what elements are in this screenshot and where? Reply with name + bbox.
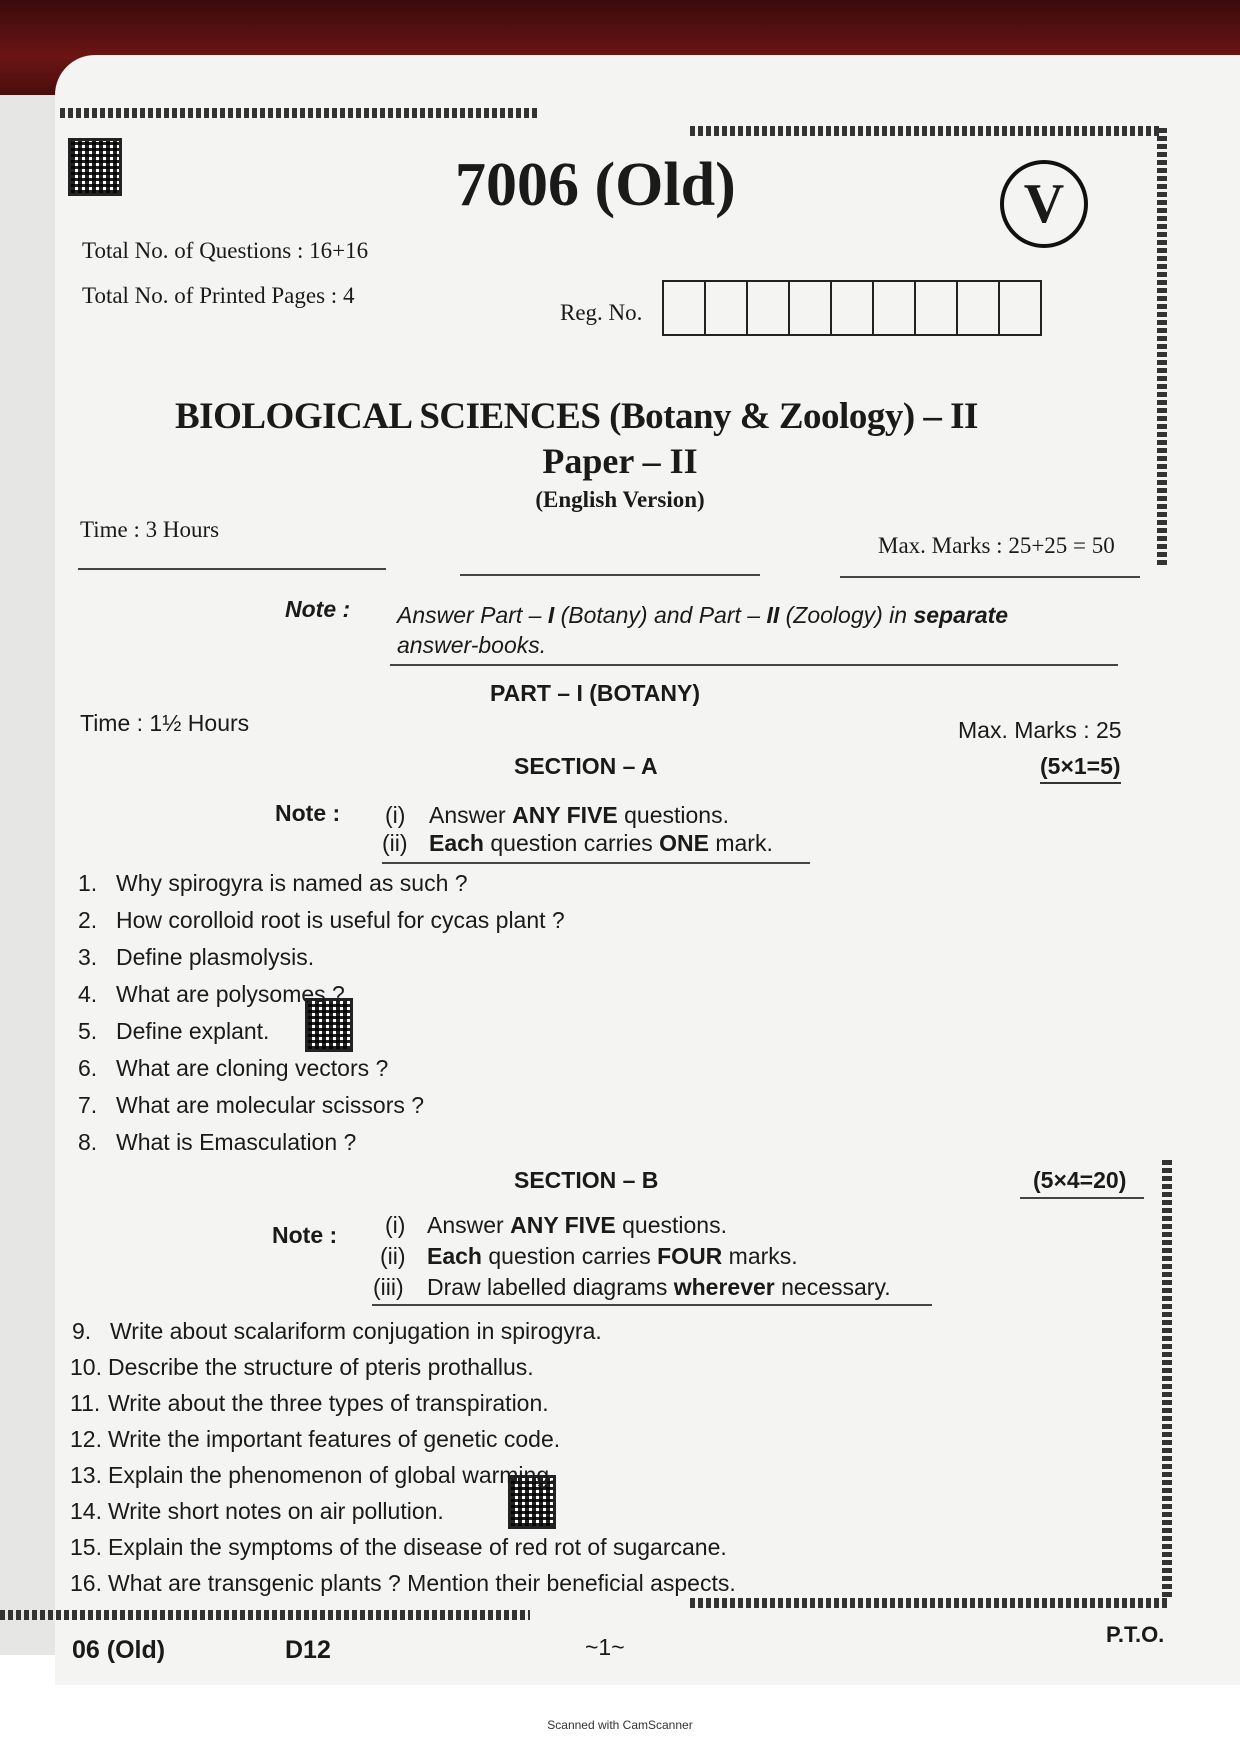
- question-number: 6.: [78, 1055, 98, 1081]
- question-number: 5.: [78, 1018, 98, 1044]
- footer-paper-code: 06 (Old): [72, 1636, 166, 1664]
- note-text: ANY FIVE: [510, 1212, 616, 1238]
- version-label: (English Version): [535, 487, 705, 512]
- divider: [1020, 1197, 1144, 1199]
- question-item: [78, 1055, 388, 1082]
- section-a-marks: (5×1=5): [1040, 753, 1121, 784]
- reg-no-digit-box[interactable]: [748, 282, 790, 334]
- reg-no-digit-box[interactable]: [874, 282, 916, 334]
- note-text: Each: [427, 1243, 482, 1269]
- paper-code: 7006 (Old): [455, 151, 736, 219]
- section-b-marks: (5×4=20): [1033, 1167, 1127, 1193]
- part-time: Time : 1½ Hours: [80, 710, 250, 736]
- border-top-right: [690, 126, 1160, 136]
- section-b-note-3: [373, 1274, 891, 1301]
- question-item: [72, 1318, 602, 1345]
- question-item: [70, 1498, 444, 1525]
- note-text: I: [547, 602, 555, 628]
- question-text: What is Emasculation ?: [116, 1129, 357, 1155]
- reg-no-digit-box[interactable]: [790, 282, 832, 334]
- question-number: 2.: [78, 907, 98, 933]
- note-text: Each: [429, 830, 484, 856]
- divider: [390, 664, 1118, 666]
- note-number: (i): [385, 802, 406, 828]
- note-label: Note :: [285, 596, 351, 622]
- note-number: (i): [385, 1212, 406, 1238]
- note-text: Answer Part –: [397, 602, 548, 628]
- part-title: PART – I (BOTANY): [490, 680, 700, 706]
- divider: [840, 576, 1140, 578]
- note-text: question carries: [483, 830, 660, 856]
- question-text: Describe the structure of pteris prothallus.: [108, 1354, 534, 1380]
- question-number: 7.: [78, 1092, 98, 1118]
- question-text: Define explant.: [116, 1018, 270, 1044]
- question-number: 10.: [70, 1354, 102, 1380]
- note-text: wherever: [673, 1274, 775, 1300]
- note-instruction: [397, 602, 1008, 629]
- previous-page-edge: [0, 95, 60, 1655]
- question-text: What are transgenic plants ? Mention their beneficial aspects.: [108, 1570, 736, 1596]
- footer-set-code: D12: [285, 1636, 331, 1664]
- section-a-title: SECTION – A: [514, 753, 658, 779]
- question-item: [78, 1092, 424, 1119]
- reg-no-digit-box[interactable]: [664, 282, 706, 334]
- question-item: [70, 1354, 534, 1381]
- question-item: [78, 981, 345, 1008]
- divider: [78, 568, 386, 570]
- total-max-marks: Max. Marks : 25+25 = 50: [878, 533, 1115, 558]
- reg-no-digit-box[interactable]: [1000, 282, 1040, 334]
- question-text: Explain the phenomenon of global warming.: [108, 1462, 556, 1488]
- note-text: questions.: [615, 1212, 727, 1238]
- question-item: [70, 1426, 560, 1453]
- note-text: Draw labelled diagrams: [427, 1274, 674, 1300]
- note-text: questions.: [617, 802, 729, 828]
- reg-no-digit-box[interactable]: [916, 282, 958, 334]
- footer-pto: P.T.O.: [1106, 1622, 1165, 1647]
- question-text: Write the important features of genetic code.: [108, 1426, 561, 1452]
- question-text: Write about scalariform conjugation in spirogyra.: [110, 1318, 602, 1344]
- note-text: ANY FIVE: [512, 802, 618, 828]
- reg-no-label: Reg. No.: [560, 300, 643, 325]
- question-text: Explain the symptoms of the disease of red rot of sugarcane.: [108, 1534, 727, 1560]
- question-item: [78, 907, 565, 934]
- question-number: 11.: [70, 1390, 101, 1416]
- total-questions: Total No. of Questions : 16+16: [82, 238, 369, 263]
- border-right-lower: [1162, 1160, 1172, 1600]
- question-text: Write about the three types of transpiration.: [108, 1390, 549, 1416]
- question-number: 8.: [78, 1129, 98, 1155]
- paper-number: Paper – II: [542, 441, 698, 481]
- note-text: (Zoology) in: [779, 602, 914, 628]
- section-a-note-2: [382, 830, 773, 857]
- question-item: [70, 1462, 556, 1489]
- note-text: separate: [913, 602, 1009, 628]
- question-number: 15.: [70, 1534, 102, 1560]
- total-pages: Total No. of Printed Pages : 4: [82, 283, 355, 308]
- question-number: 1.: [78, 870, 98, 896]
- question-number: 12.: [70, 1426, 102, 1452]
- question-number: 16.: [70, 1570, 102, 1596]
- note-text: necessary.: [774, 1274, 891, 1300]
- note-text: II: [766, 602, 780, 628]
- question-number: 9.: [72, 1318, 92, 1344]
- question-item: [78, 944, 314, 971]
- note-text: question carries: [481, 1243, 658, 1269]
- subject-title: BIOLOGICAL SCIENCES (Botany & Zoology) – II: [175, 396, 978, 437]
- note-text: (Botany) and Part –: [554, 602, 767, 628]
- border-top-left: [60, 108, 540, 118]
- note-text: Answer: [427, 1212, 511, 1238]
- part-max-marks: Max. Marks : 25: [958, 717, 1122, 743]
- question-text: How corolloid root is useful for cycas plant ?: [116, 907, 565, 933]
- note-number: (iii): [373, 1274, 404, 1300]
- reg-no-digit-box[interactable]: [958, 282, 1000, 334]
- section-b-note-2: [380, 1243, 798, 1270]
- question-number: 13.: [70, 1462, 102, 1488]
- question-item: [78, 1018, 269, 1045]
- section-b-title: SECTION – B: [514, 1167, 659, 1193]
- qr-code-icon: [68, 138, 122, 196]
- question-text: What are polysomes ?: [116, 981, 345, 1007]
- question-text: What are cloning vectors ?: [116, 1055, 389, 1081]
- border-bottom-right: [690, 1598, 1170, 1608]
- question-item: [78, 1129, 356, 1156]
- footer-page-number: ~1~: [585, 1634, 625, 1660]
- question-number: 3.: [78, 944, 98, 970]
- note-text: mark.: [708, 830, 773, 856]
- question-item: [70, 1534, 727, 1561]
- note-text: FOUR: [657, 1243, 723, 1269]
- question-item: [78, 870, 468, 897]
- note-number: (ii): [380, 1243, 406, 1269]
- reg-no-boxes[interactable]: [662, 280, 1042, 336]
- reg-no-digit-box[interactable]: [832, 282, 874, 334]
- question-text: Define plasmolysis.: [116, 944, 315, 970]
- reg-no-digit-box[interactable]: [706, 282, 748, 334]
- question-text: Write short notes on air pollution.: [108, 1498, 444, 1524]
- border-bottom-left: [0, 1610, 530, 1620]
- question-number: 4.: [78, 981, 98, 1007]
- question-text: Why spirogyra is named as such ?: [116, 870, 468, 896]
- version-circle-icon: V: [1000, 160, 1088, 248]
- divider: [460, 574, 760, 576]
- question-number: 14.: [70, 1498, 102, 1524]
- note-text: marks.: [722, 1243, 798, 1269]
- section-b-note-label: Note :: [272, 1222, 338, 1248]
- section-b-note-1: [385, 1212, 727, 1239]
- question-text: What are molecular scissors ?: [116, 1092, 425, 1118]
- note-number: (ii): [382, 830, 408, 856]
- divider: [372, 1304, 932, 1306]
- divider: [382, 862, 810, 864]
- question-item: [70, 1570, 736, 1597]
- note-text: ONE: [659, 830, 709, 856]
- section-a-note-label: Note :: [275, 800, 341, 826]
- section-a-note-1: [385, 802, 729, 829]
- note-instruction-line2: answer-books.: [397, 632, 547, 658]
- total-time: Time : 3 Hours: [80, 517, 220, 542]
- question-item: [70, 1390, 549, 1417]
- scanner-watermark: Scanned with CamScanner: [547, 1718, 693, 1732]
- note-text: Answer: [429, 802, 513, 828]
